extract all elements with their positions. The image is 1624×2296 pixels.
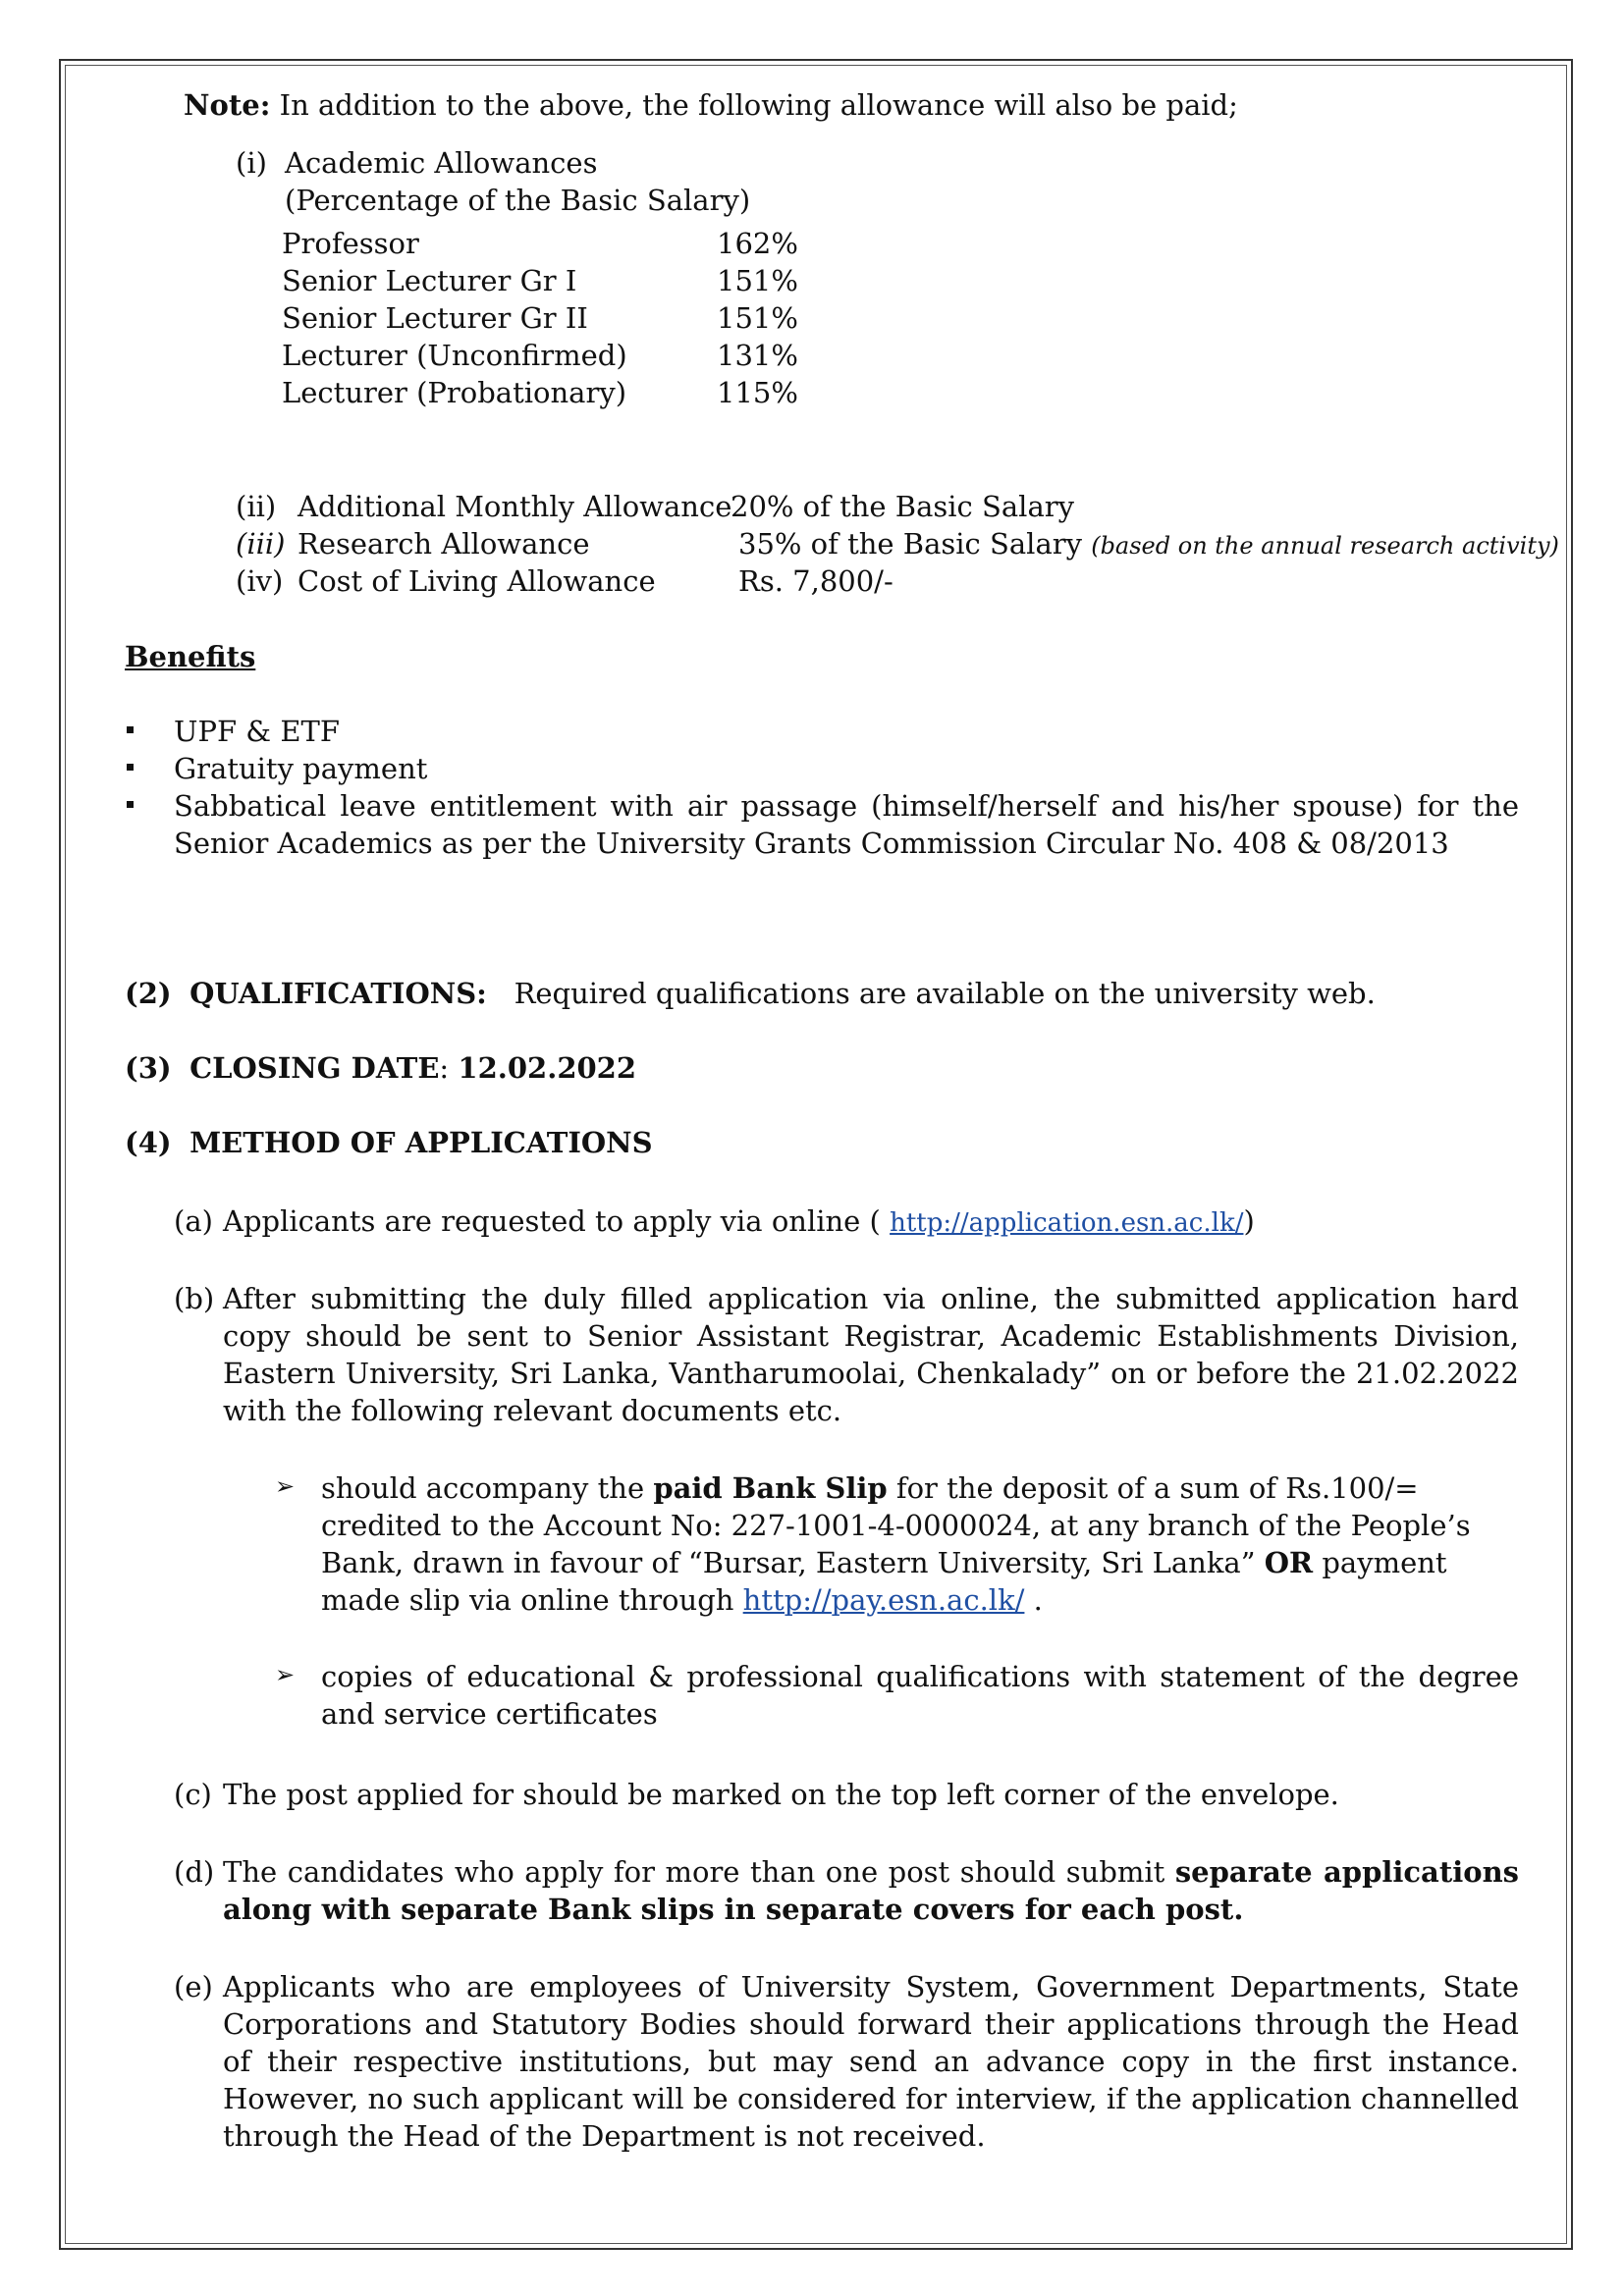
method-d-text: The candidates who apply for more than one post should submit <box>223 1855 1175 1889</box>
qualifications-text: Required qualifications are available on the university web. <box>514 977 1376 1010</box>
allowance-num: (iii) <box>236 527 286 561</box>
arrow-bullet-icon: ➢ <box>275 1661 296 1688</box>
application-link[interactable]: http://application.esn.ac.lk/ <box>890 1208 1244 1238</box>
method-a-text: Applicants are requested to apply via online ( <box>223 1204 891 1238</box>
method-a-line <box>223 1202 1255 1242</box>
benefit-item: Sabbatical leave entitlement with air passage (himself/herself and his/her spouse) for the Senior Academics as per the University Grants Commission Circular No. 408 & 08/2013 <box>174 789 1519 860</box>
allowance-value: Rs. 7,800/- <box>738 564 893 598</box>
pay-link[interactable]: http://pay.esn.ac.lk/ <box>742 1583 1025 1617</box>
section-num: (2) <box>125 977 172 1010</box>
sub1-bold: paid Bank Slip <box>653 1471 888 1505</box>
bullet-icon <box>127 764 134 771</box>
bullet-icon <box>127 801 134 808</box>
method-a-num: (a) <box>174 1204 213 1238</box>
sub1-end: . <box>1024 1583 1043 1617</box>
allowance-value: 20% of the Basic Salary <box>731 490 1074 523</box>
qualifications-label: QUALIFICATIONS: <box>189 977 487 1010</box>
method-b-num: (b) <box>174 1282 215 1315</box>
allowance-note: (based on the annual research activity) <box>1091 532 1559 560</box>
academic-pct: 151% <box>717 264 798 297</box>
method-b-sub2: copies of educational & professional qualifications with statement of the degree and service certificates <box>321 1660 1519 1731</box>
sub1-text: payment made slip via online through <box>321 1546 1447 1617</box>
qualifications-section <box>125 975 1376 1012</box>
note-text: In addition to the above, the following allowance will also be paid; <box>270 88 1238 122</box>
method-e-text: Applicants who are employees of University System, Government Departments, State Corporations and Statutory Bodies should forward their applications through the Head of their respective institutions, but may send an advance copy in the first instance. However, no such applicant will be considered for interview, if the application channelled through the Head of the Department is not received. <box>223 1970 1519 2153</box>
academic-num: (i) <box>236 146 267 180</box>
academic-pct: 131% <box>717 339 798 372</box>
method-d-line <box>223 1853 1519 1928</box>
academic-pct: 115% <box>717 376 798 409</box>
method-d-bold: separate applications along with separate Bank slips in separate covers for each post. <box>223 1855 1519 1926</box>
note-line <box>184 86 1238 124</box>
academic-post: Senior Lecturer Gr I <box>282 264 577 297</box>
benefits-heading: Benefits <box>125 640 256 673</box>
academic-subtitle: (Percentage of the Basic Salary) <box>285 184 751 217</box>
allowance-name: Additional Monthly Allowance <box>298 490 732 523</box>
method-c-num: (c) <box>174 1778 212 1811</box>
academic-post: Lecturer (Probationary) <box>282 376 627 409</box>
closing-date: 12.02.2022 <box>458 1051 637 1085</box>
allowance-num: (iv) <box>236 564 284 598</box>
bullet-icon <box>127 726 134 733</box>
academic-title: Academic Allowances <box>285 146 598 180</box>
method-c-text: The post applied for should be marked on the top left corner of the envelope. <box>223 1778 1339 1811</box>
academic-post: Professor <box>282 227 419 260</box>
academic-pct: 162% <box>717 227 798 260</box>
allowance-value: 35% of the Basic Salary <box>738 527 1082 561</box>
method-label: METHOD OF APPLICATIONS <box>189 1126 653 1159</box>
allowance-name: Cost of Living Allowance <box>298 564 656 598</box>
academic-post: Lecturer (Unconfirmed) <box>282 339 627 372</box>
sub1-bold: OR <box>1264 1546 1314 1579</box>
closing-colon: : <box>439 1051 459 1085</box>
benefit-item: UPF & ETF <box>174 715 340 748</box>
benefit-item: Gratuity payment <box>174 752 428 785</box>
section-num: (3) <box>125 1051 172 1085</box>
academic-post: Senior Lecturer Gr II <box>282 301 588 335</box>
sub1-text: should accompany the <box>321 1471 654 1505</box>
method-b-sub1 <box>321 1469 1519 1619</box>
academic-pct: 151% <box>717 301 798 335</box>
allowance-num: (ii) <box>236 490 277 523</box>
method-d-num: (d) <box>174 1855 215 1889</box>
method-section <box>125 1124 653 1161</box>
method-a-close: ) <box>1243 1204 1255 1238</box>
section-num: (4) <box>125 1126 172 1159</box>
note-label: Note: <box>184 88 271 122</box>
closing-label: CLOSING DATE <box>189 1051 440 1085</box>
closing-date-section <box>125 1049 636 1087</box>
method-e-num: (e) <box>174 1970 213 2003</box>
method-b-text: After submitting the duly filled application via online, the submitted application hard copy should be sent to Senior Assistant Registrar, Academic Establishments Division, Eastern University, Sri Lanka, Vantharumoolai, Chenkalady” on or before the 21.02.2022 with the following relevant documents etc. <box>223 1282 1519 1427</box>
allowance-name: Research Allowance <box>298 527 590 561</box>
allowance-value-line <box>738 525 1559 564</box>
sub1-text: for the deposit of a sum of Rs.100/= credited to the Account No: 227-1001-4-0000024, at any branch of the People’s Bank, drawn in favour of “Bursar, Eastern University, Sri Lanka” <box>321 1471 1471 1579</box>
arrow-bullet-icon: ➢ <box>275 1472 296 1500</box>
